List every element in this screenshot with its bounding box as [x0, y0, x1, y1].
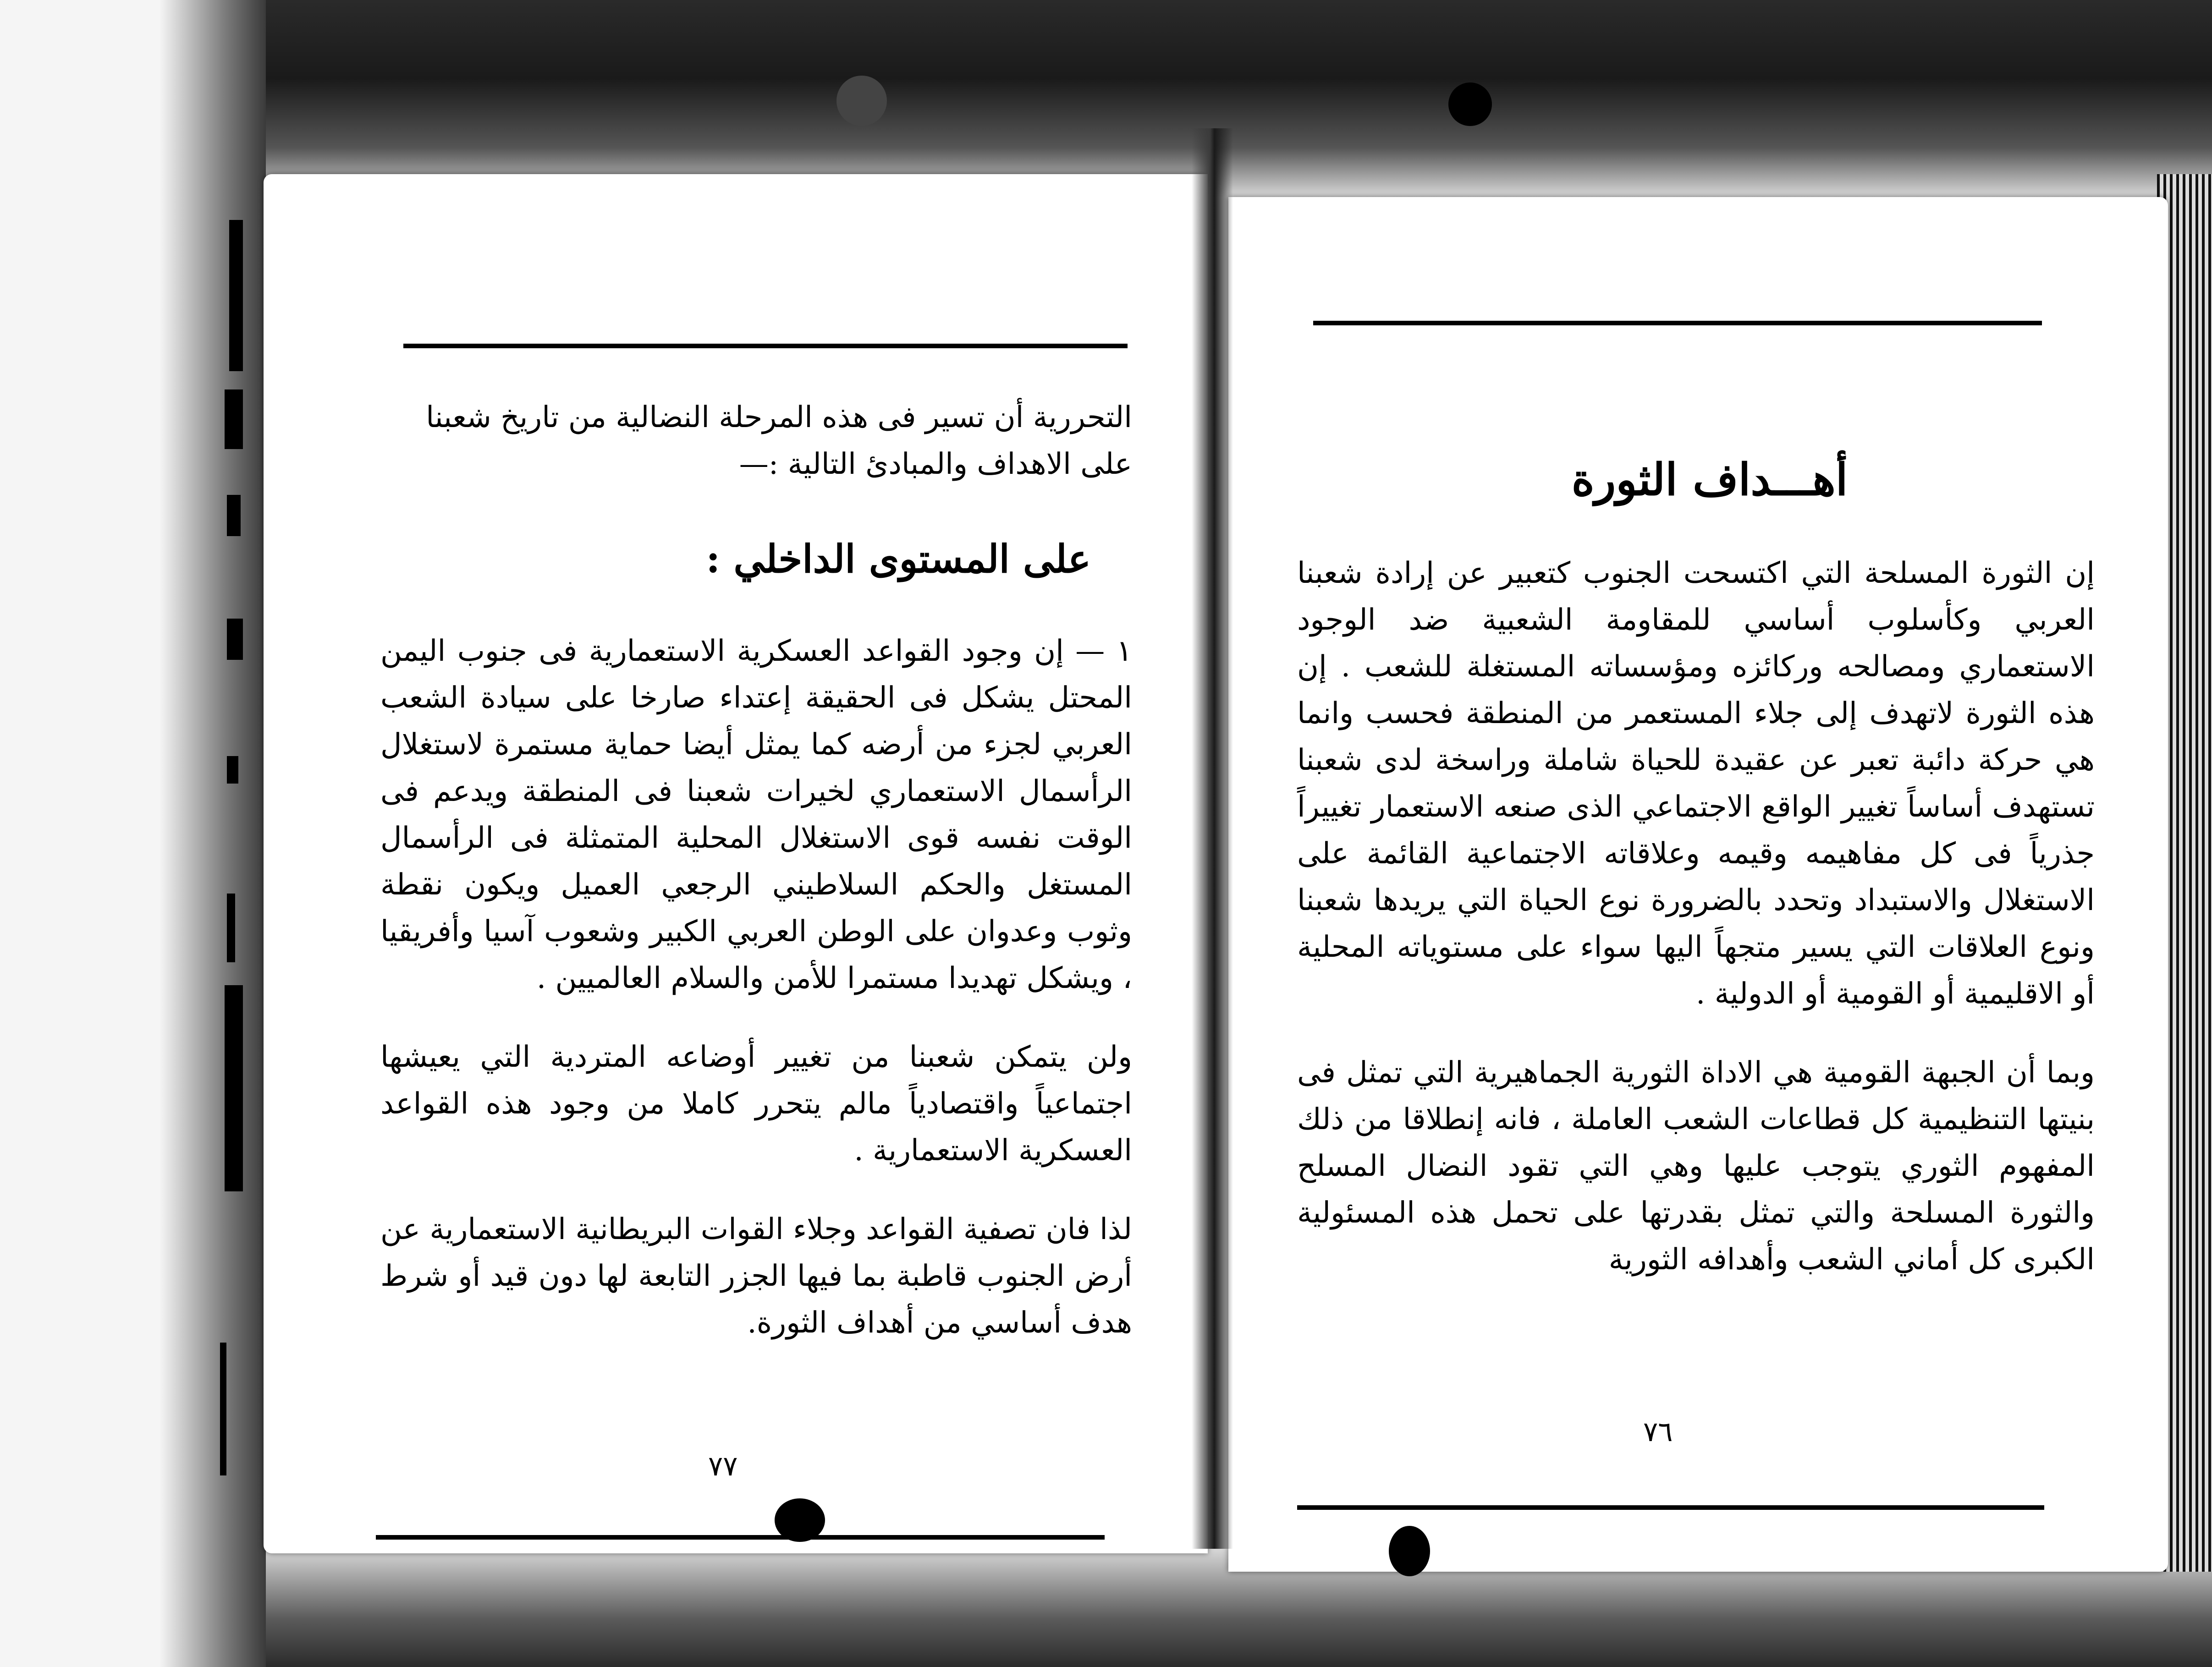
bottom-rule — [376, 1535, 1105, 1540]
left-page — [264, 174, 1208, 1553]
body-text — [1297, 550, 2095, 1283]
body-text — [380, 628, 1132, 1346]
book-spine — [1192, 128, 1233, 1549]
page-number: ٧٦ — [1643, 1416, 1673, 1448]
intro-text — [380, 394, 1132, 488]
top-rule — [403, 344, 1128, 348]
punch-hole — [836, 76, 887, 126]
punch-hole — [1448, 82, 1492, 126]
paragraph-1: إن الثورة المسلحة التي اكتسحت الجنوب كتعبير عن إرادة شعبنا العربي وكأسلوب أساسي للمقاومة الشعبية ضد الوجود الاستعماري ومصالحه وركائزه ومؤسساته المستغلة للشعب . إن هذه الثورة لاتهدف إلى جلاء المستعمر من المنطقة فحسب وانما هي حركة دائبة تعبر عن عقيدة للحياة شاملة وراسخة لدى شعبنا تستهدف أساساً تغيير الواقع الاجتماعي الذى صنعه الاستعمار تغييراً جذرياً فى كل مفاهيمه وقيمه وعلاقاته الاجتماعية القائمة على الاستغلال والاستبداد وتحدد بالضرورة نوع الحياة التي يريدها شعبنا ونوع العلاقات التي يسير متجهاً اليها سواء على مستوياته المحلية أو الاقليمية أو القومية أو الدولية . — [1297, 556, 2095, 1011]
margin-mark — [227, 495, 241, 536]
scan-shadow-top — [0, 0, 2212, 197]
paragraph-2: وبما أن الجبهة القومية هي الاداة الثورية الجماهيرية التي تمثل فى بنيتها التنظيمية كل قطاعات الشعب العاملة ، فانه إنطلاقا من ذلك المفهوم الثوري يتوجب عليها وهي التي تقود النضال المسلح والثورة المسلحة والتي تمثل بقدرتها على تحمل هذه المسئولية الكبرى كل أماني الشعب وأهدافه الثورية — [1297, 1056, 2095, 1277]
ink-blot — [775, 1498, 825, 1542]
top-rule — [1313, 321, 2042, 325]
ink-blot — [1389, 1526, 1430, 1576]
margin-mark — [229, 220, 243, 371]
margin-mark — [220, 1343, 226, 1475]
paragraph-2: ولن يتمكن شعبنا من تغيير أوضاعه المتردية التي يعيشها اجتماعياً واقتصادياً مالم يتحرر كاملا من وجود هذه القواعد العسكرية الاستعمارية . — [380, 1040, 1132, 1168]
section-heading: على المستوى الداخلي : — [706, 536, 1091, 581]
margin-mark — [225, 389, 243, 449]
margin-mark — [227, 756, 238, 784]
page-number: ٧٧ — [708, 1450, 738, 1482]
bottom-rule — [1297, 1505, 2044, 1510]
paragraph-1: ١ — إن وجود القواعد العسكرية الاستعمارية فى جنوب اليمن المحتل يشكل فى الحقيقة إعتداء صارخا على سيادة الشعب العربي لجزء من أرضه كما يمثل أيضا حماية مستمرة لاستغلال الرأسمال الاستعماري لخيرات شعبنا فى المنطقة ويدعم فى الوقت نفسه قوى الاستغلال المحلية المتمثلة فى الرأسمال المستغل والحكم السلاطيني الرجعي العميل ويكون نقطة وثوب وعدوان على الوطن العربي الكبير وشعوب آسيا وأفريقيا ، ويشكل تهديدا مستمرا للأمن والسلام العالميين . — [380, 634, 1133, 995]
right-page — [1228, 197, 2168, 1572]
margin-mark — [227, 619, 243, 660]
margin-mark — [225, 985, 243, 1191]
page-title: أهـــداف الثورة — [1571, 454, 1848, 505]
intro-line: التحررية أن تسير فى هذه المرحلة النضالية من تاريخ شعبنا — [426, 400, 1132, 434]
intro-line: على الاهداف والمبادئ التالية :— — [739, 447, 1132, 481]
paragraph-3: لذا فان تصفية القواعد وجلاء القوات البريطانية الاستعمارية عن أرض الجنوب قاطبة بما فيها الجزر التابعة لها دون قيد أو شرط هدف أساسي من أهداف الثورة. — [380, 1212, 1132, 1340]
margin-mark — [227, 894, 235, 962]
